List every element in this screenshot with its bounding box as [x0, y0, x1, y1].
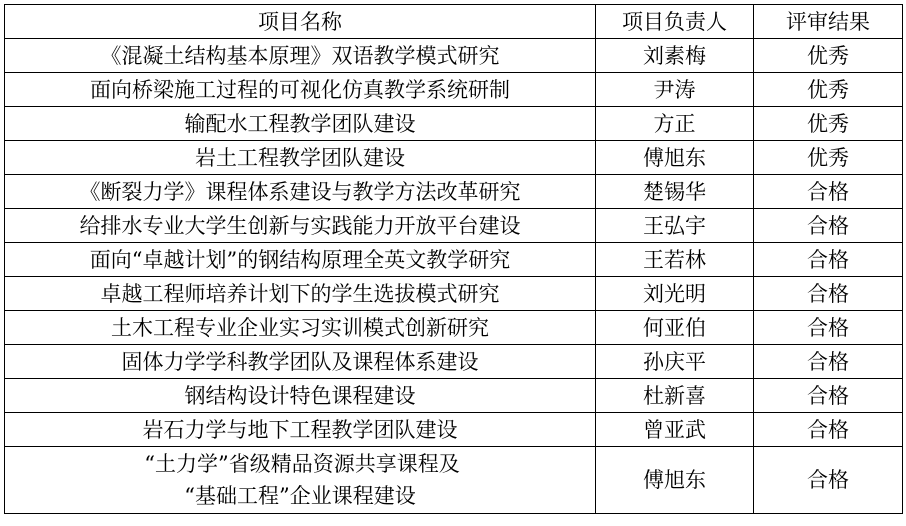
project-name-cell: 岩土工程教学团队建设	[5, 141, 596, 175]
review-result-cell: 优秀	[754, 39, 903, 73]
project-leader-cell: 楚锡华	[596, 175, 754, 209]
table-row	[5, 107, 903, 141]
project-name-cell: 输配水工程教学团队建设	[5, 107, 596, 141]
project-name-cell	[5, 447, 596, 514]
project-review-table	[4, 4, 903, 514]
table-header-row	[5, 5, 903, 39]
project-leader-cell: 孙庆平	[596, 345, 754, 379]
project-leader-cell: 傅旭东	[596, 141, 754, 175]
project-name-cell: 固体力学学科教学团队及课程体系建设	[5, 345, 596, 379]
project-leader-cell: 何亚伯	[596, 311, 754, 345]
project-leader-cell: 刘素梅	[596, 39, 754, 73]
project-name-cell: 面向“卓越计划”的钢结构原理全英文教学研究	[5, 243, 596, 277]
project-leader-cell: 傅旭东	[596, 447, 754, 514]
review-result-cell: 合格	[754, 379, 903, 413]
project-leader-cell: 方正	[596, 107, 754, 141]
review-result-cell: 合格	[754, 175, 903, 209]
table-row	[5, 73, 903, 107]
header-project-leader: 项目负责人	[596, 5, 754, 39]
project-leader-cell: 尹涛	[596, 73, 754, 107]
project-name-cell: 钢结构设计特色课程建设	[5, 379, 596, 413]
review-result-cell: 合格	[754, 345, 903, 379]
project-leader-cell: 曾亚武	[596, 413, 754, 447]
project-name-cell: 岩石力学与地下工程教学团队建设	[5, 413, 596, 447]
table-row	[5, 243, 903, 277]
project-name-line-1: “土力学”省级精品资源共享课程及	[144, 452, 460, 476]
project-name-cell: 面向桥梁施工过程的可视化仿真教学系统研制	[5, 73, 596, 107]
review-result-cell: 合格	[754, 243, 903, 277]
review-result-cell: 合格	[754, 447, 903, 514]
project-name-cell: 卓越工程师培养计划下的学生选拔模式研究	[5, 277, 596, 311]
project-leader-cell: 杜新喜	[596, 379, 754, 413]
review-result-cell: 优秀	[754, 141, 903, 175]
project-leader-cell: 王弘宇	[596, 209, 754, 243]
project-name-line-2: “基础工程”企业课程建设	[184, 484, 416, 508]
table-row	[5, 413, 903, 447]
project-name-cell: 给排水专业大学生创新与实践能力开放平台建设	[5, 209, 596, 243]
header-review-result: 评审结果	[754, 5, 903, 39]
header-project-name: 项目名称	[5, 5, 596, 39]
review-result-cell: 优秀	[754, 73, 903, 107]
table-row	[5, 277, 903, 311]
review-result-cell: 合格	[754, 413, 903, 447]
project-name-cell: 土木工程专业企业实习实训模式创新研究	[5, 311, 596, 345]
table-row	[5, 379, 903, 413]
review-result-cell: 合格	[754, 209, 903, 243]
review-result-cell: 合格	[754, 277, 903, 311]
project-name-cell: 《混凝土结构基本原理》双语教学模式研究	[5, 39, 596, 73]
table-row	[5, 209, 903, 243]
review-result-cell: 合格	[754, 311, 903, 345]
table-row	[5, 141, 903, 175]
review-result-cell: 优秀	[754, 107, 903, 141]
project-leader-cell: 刘光明	[596, 277, 754, 311]
table-row	[5, 39, 903, 73]
project-leader-cell: 王若林	[596, 243, 754, 277]
table-row	[5, 311, 903, 345]
table-row	[5, 175, 903, 209]
table-row	[5, 447, 903, 514]
project-name-cell: 《断裂力学》课程体系建设与教学方法改革研究	[5, 175, 596, 209]
table-row	[5, 345, 903, 379]
